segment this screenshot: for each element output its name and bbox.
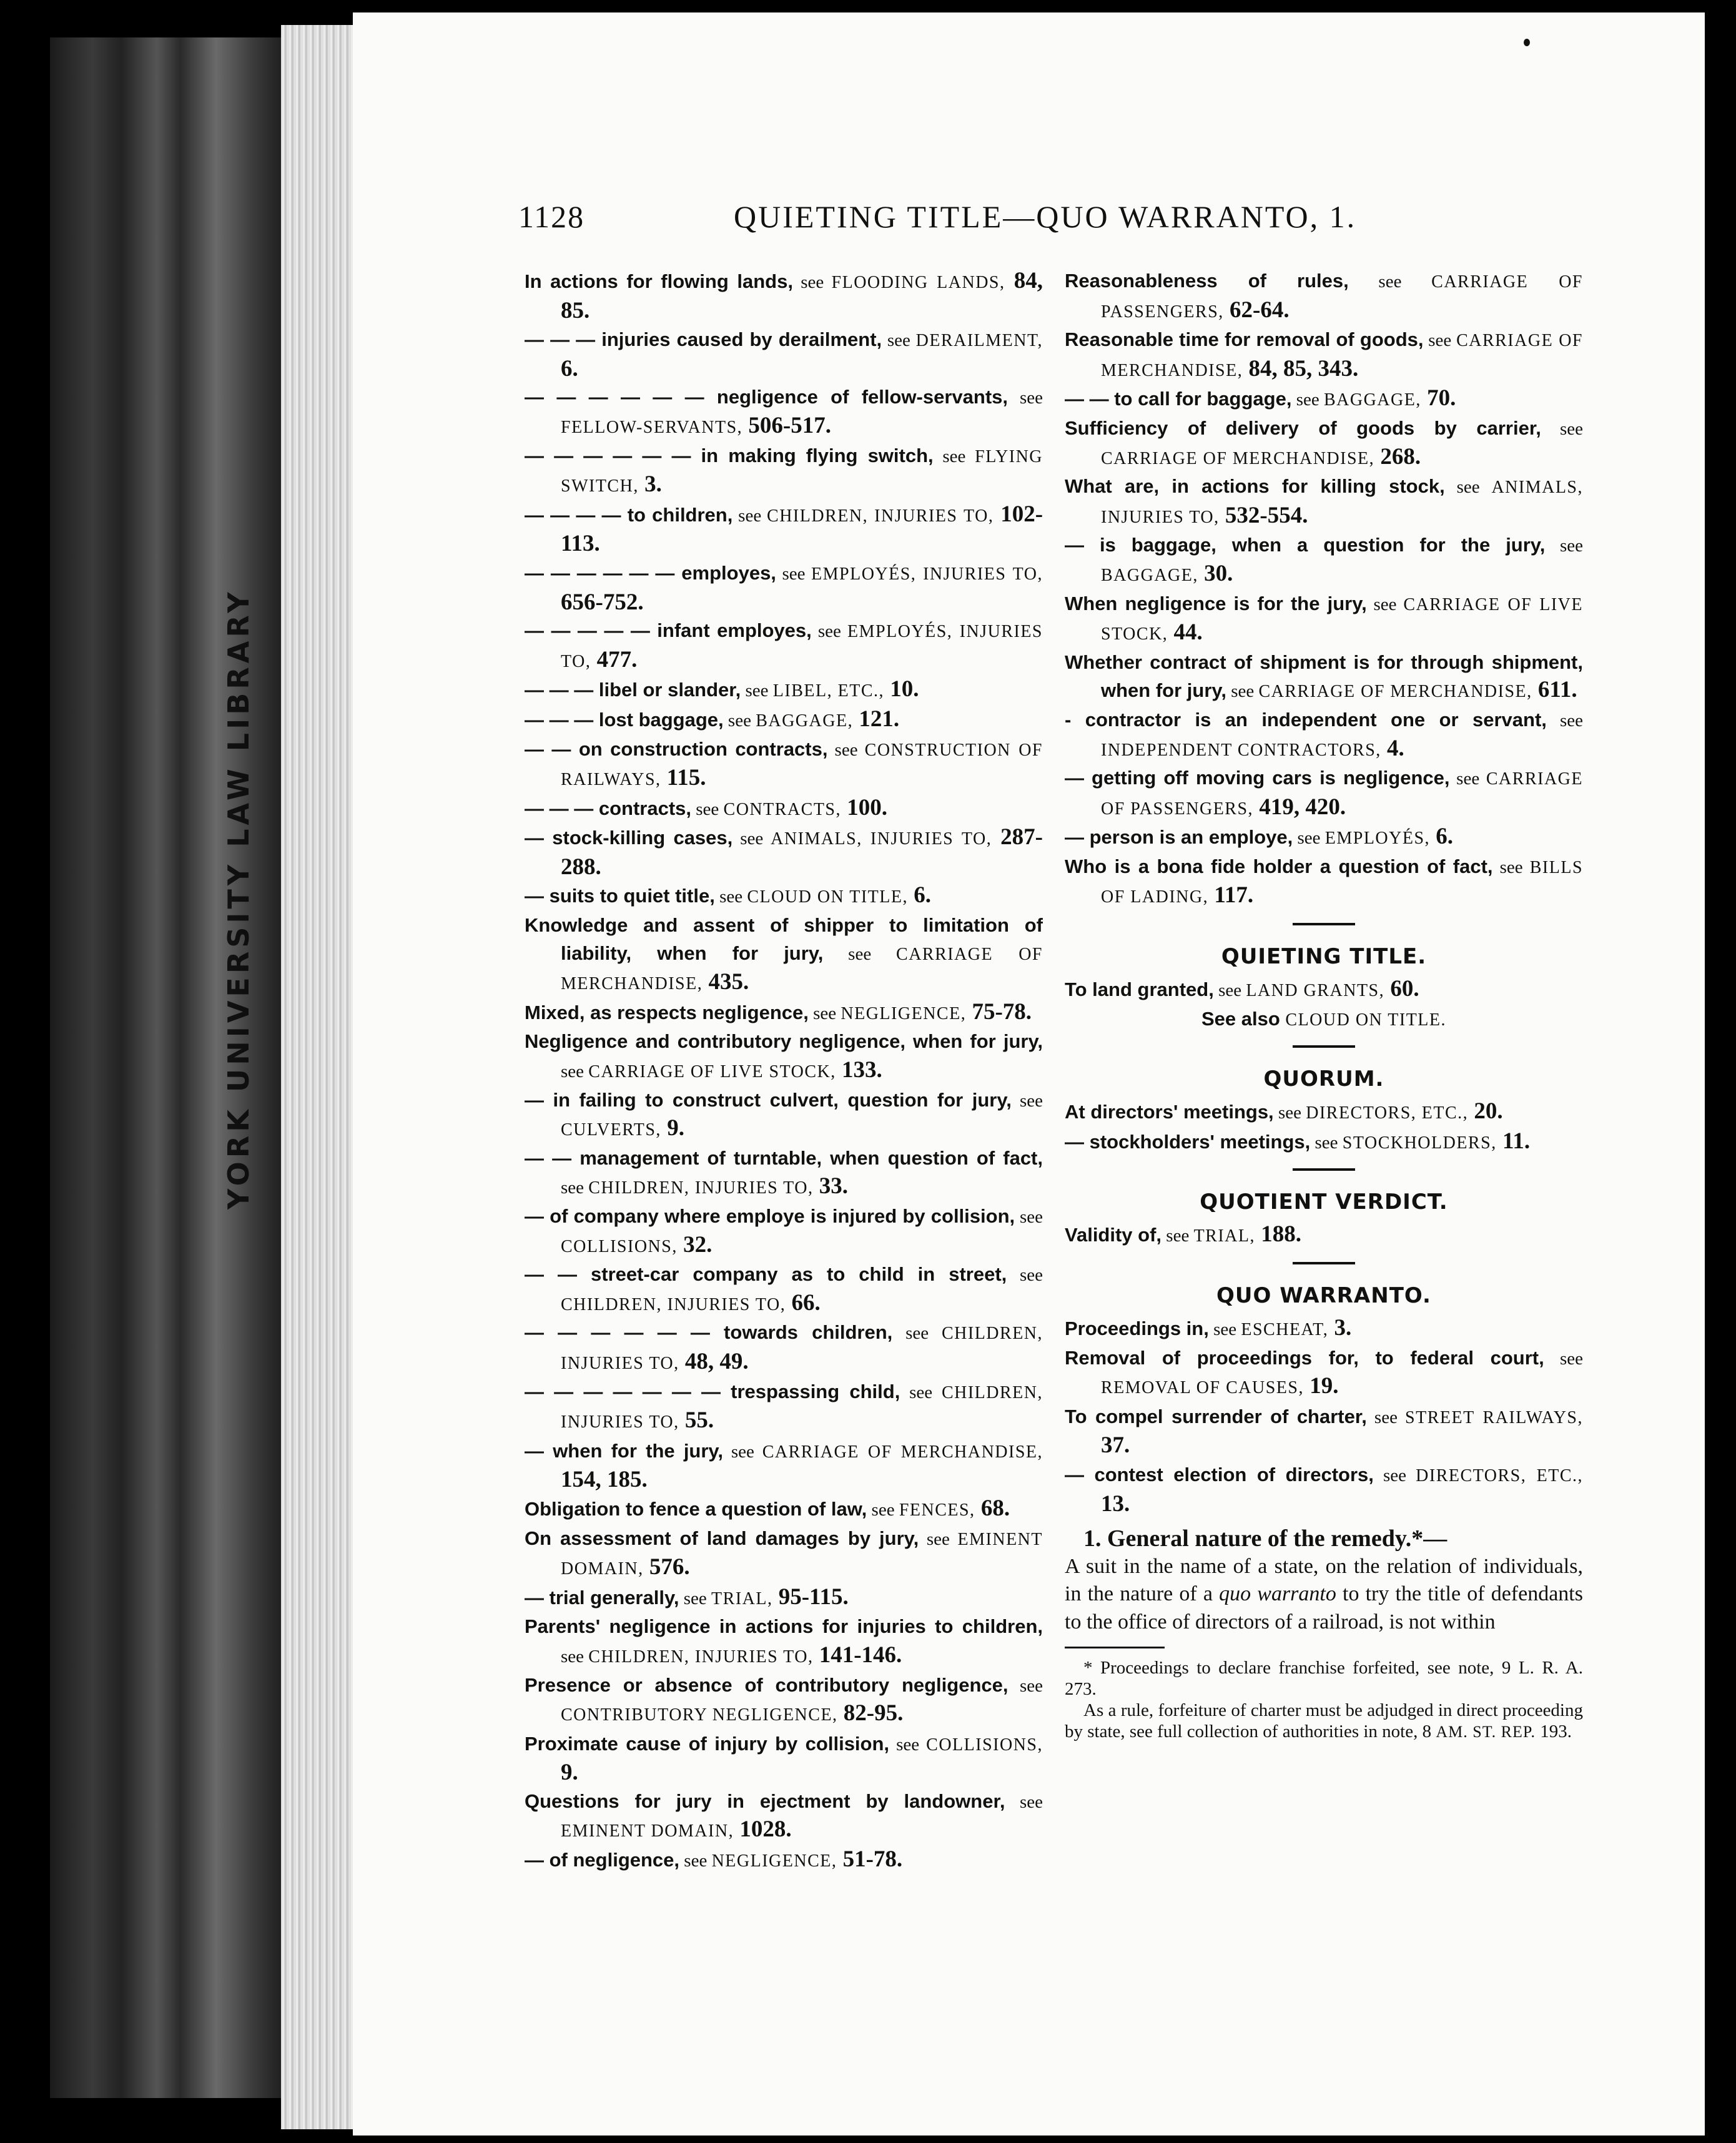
entry-section-number: 268. [1374, 443, 1421, 470]
entry-text: — — — injuries caused by derailment, [525, 328, 882, 351]
index-entry [1065, 415, 1583, 473]
entry-see: see [561, 1062, 589, 1082]
page-number: 1128 [518, 199, 585, 234]
entry-text: — stockholders' meetings, [1065, 1130, 1311, 1153]
right-column [1065, 267, 1583, 1743]
entry-section-number: 84, 85, 343. [1243, 355, 1359, 382]
entry-text: — — — contracts, [525, 797, 691, 819]
entry-reference: CARRIAGE OF MERCHANDISE, [561, 944, 1043, 994]
entry-see: see [723, 710, 756, 731]
entry-reference: CHILDREN, INJURIES TO, [588, 1178, 814, 1198]
entry-text: Mixed, as respects negligence, [525, 1001, 809, 1023]
entry-section-number: 576. [643, 1554, 690, 1580]
index-entry [525, 1145, 1043, 1203]
entry-reference: TRIAL, [711, 1589, 773, 1608]
entry-reference: CARRIAGE OF PASSENGERS, [1101, 769, 1583, 819]
index-entry [525, 1730, 1043, 1788]
running-head [518, 199, 1580, 242]
entry-section-number: 62-64. [1223, 297, 1290, 323]
entry-see: see [1213, 980, 1246, 1001]
entry-see: see [679, 1588, 712, 1608]
entry-section-number: 44. [1168, 619, 1203, 646]
entry-see: see [1545, 536, 1584, 556]
entry-reference: ANIMALS, INJURIES TO, [771, 829, 992, 849]
index-entry [1065, 1402, 1583, 1461]
entry-text: — — — — — — towards children, [525, 1321, 893, 1344]
entry-see: see [889, 1734, 927, 1755]
index-entry [1065, 590, 1583, 649]
index-entry [525, 1788, 1043, 1846]
entry-section-number: 9. [561, 1760, 578, 1786]
quorum-entries [1065, 1098, 1583, 1157]
index-entry [1065, 531, 1583, 589]
entry-section-number: 70. [1421, 385, 1456, 411]
entry-text: Sufficiency of delivery of goods by carrier, [1065, 416, 1541, 439]
entry-section-number: 37. [1101, 1432, 1130, 1459]
entry-text: - contractor is an independent one or servant, [1065, 708, 1547, 731]
entry-section-number: 419, 420. [1253, 794, 1346, 820]
index-entry [1065, 267, 1583, 326]
entry-see: see [919, 1529, 958, 1549]
entry-text: Presence or absence of contributory negligence, [525, 1673, 1009, 1696]
entry-reference: CARRIAGE OF LIVE STOCK, [1101, 594, 1583, 644]
index-entry [525, 617, 1043, 676]
entry-text: — — — — — — in making flying switch, [525, 444, 934, 466]
index-entry [525, 736, 1043, 794]
entry-section-number: 33. [813, 1173, 848, 1200]
index-entry [525, 1672, 1043, 1730]
entry-section-number: 102-113. [561, 501, 1043, 557]
entry-section-number: 10. [884, 676, 919, 702]
entry-text: In actions for flowing lands, [525, 270, 793, 292]
entry-section-number: 435. [703, 969, 749, 995]
entry-text: — — on construction contracts, [525, 737, 828, 760]
entry-text: Proceedings in, [1065, 1318, 1209, 1340]
index-entry [525, 1319, 1043, 1377]
entry-see: see [1226, 681, 1259, 702]
entry-reference: EMPLOYÉS, INJURIES TO, [811, 564, 1043, 584]
see-also-ref: CLOUD ON TITLE. [1285, 1010, 1447, 1030]
footnote-2 [1065, 1700, 1583, 1743]
quotient-verdict-entries [1065, 1221, 1583, 1251]
section-rule [1293, 923, 1355, 925]
index-entry [525, 1261, 1043, 1319]
entry-text: — — street-car company as to child in street, [525, 1263, 1007, 1286]
entry-section-number: 13. [1101, 1490, 1130, 1517]
entry-reference: BAGGAGE, [756, 711, 854, 731]
entry-see: see [1366, 594, 1404, 614]
entry-section-number: 1028. [734, 1816, 792, 1843]
entry-reference: DIRECTORS, ETC., [1306, 1103, 1469, 1123]
entry-section-number: 6. [561, 355, 578, 382]
entry-see: see [1444, 477, 1492, 498]
index-entry [1065, 823, 1583, 853]
entry-see: see [1273, 1103, 1306, 1123]
entry-reference: NEGLIGENCE, [711, 1851, 837, 1871]
entry-reference: CHILDREN, INJURIES TO, [767, 506, 994, 526]
heading-quotient-verdict: QUOTIENT VERDICT. [1200, 1190, 1448, 1215]
entry-text: Reasonableness of rules, [1065, 270, 1349, 292]
entry-section-number: 68. [975, 1495, 1010, 1521]
paragraph-text-b: to try the title of defendants to the office of directors of a railroad, is not within [1065, 1582, 1583, 1633]
entry-text: Obligation to fence a question of law, [525, 1497, 867, 1520]
entry-section-number: 19. [1303, 1373, 1339, 1399]
index-entry [525, 267, 1043, 325]
quieting-title-entries [1065, 975, 1583, 1005]
index-entry [1065, 1098, 1583, 1128]
entry-section-number: 121. [853, 706, 900, 732]
entry-reference: CHILDREN, INJURIES TO, [588, 1647, 814, 1667]
index-entry [525, 1495, 1043, 1525]
entry-section-number: 188. [1255, 1221, 1301, 1248]
entry-reference: CARRIAGE OF PASSENGERS, [1101, 272, 1583, 322]
entry-reference: BAGGAGE, [1323, 390, 1421, 410]
entry-text: — trial generally, [525, 1586, 679, 1608]
entry-section-number: 141-146. [813, 1642, 902, 1668]
entry-see: see [1544, 1348, 1584, 1369]
entry-text: — — — — to children, [525, 503, 733, 526]
index-entry [525, 1846, 1043, 1876]
entry-text: Removal of proceedings for, to federal court, [1065, 1346, 1544, 1369]
index-entry [525, 824, 1043, 882]
index-entry [1065, 385, 1583, 415]
index-entry [525, 1437, 1043, 1495]
entry-reference: CARRIAGE OF MERCHANDISE, [762, 1442, 1043, 1462]
entry-section-number: 6. [908, 882, 931, 909]
footnote-1: * Proceedings to declare franchise forfeited, see note, 9 L. R. A. 273. [1065, 1657, 1583, 1699]
entry-section-number: 287-288. [561, 824, 1043, 880]
footnote-2-citation: AM. ST. REP. [1436, 1722, 1536, 1741]
entry-reference: BILLS OF LADING, [1101, 857, 1584, 907]
footnote-rule [1065, 1647, 1165, 1648]
entry-section-number: 611. [1532, 677, 1577, 703]
entry-text: — — management of turntable, when question of fact, [525, 1146, 1043, 1169]
index-entry [525, 882, 1043, 912]
entry-text: — — — — — — negligence of fellow-servants, [525, 386, 1009, 408]
entry-section-number: 117. [1208, 882, 1254, 909]
entry-see: see [1366, 1407, 1406, 1427]
index-entry [525, 1028, 1043, 1086]
entry-text: Whether contract of shipment is for through shipment, when for jury, [1065, 651, 1583, 702]
entry-see: see [1423, 330, 1457, 351]
entry-reference: COLLISIONS, [561, 1236, 678, 1256]
entry-reference: CARRIAGE OF LIVE STOCK, [588, 1062, 836, 1082]
entry-see: see [1161, 1226, 1194, 1246]
entry-reference: CARRIAGE OF MERCHANDISE, [1101, 331, 1583, 380]
entry-text: — of company where employe is injured by collision, [525, 1205, 1015, 1227]
entry-reference: DERAILMENT, [915, 331, 1043, 351]
heading-quo-warranto: QUO WARRANTO. [1216, 1283, 1431, 1309]
entry-reference: ESCHEAT, [1241, 1320, 1329, 1340]
entry-text: — — — lost baggage, [525, 708, 724, 731]
entry-reference: ANIMALS, INJURIES TO, [1101, 478, 1583, 527]
entry-see: see [823, 943, 897, 964]
entry-section-number: 133. [836, 1057, 882, 1083]
entry-section-number: 51-78. [837, 1846, 903, 1873]
index-entry [1065, 1314, 1583, 1344]
right-entry-list [1065, 267, 1583, 912]
index-entry [525, 501, 1043, 559]
entry-text: — is baggage, when a question for the jury, [1065, 534, 1546, 556]
entry-see: see [892, 1323, 942, 1344]
entry-see: see [811, 621, 848, 642]
index-entry [525, 442, 1043, 501]
index-entry [525, 1203, 1043, 1261]
entry-see: see [776, 563, 812, 584]
see-also-prefix: See also [1201, 1007, 1286, 1030]
entry-text: — — — — — infant employes, [525, 619, 812, 642]
index-entry [1065, 1128, 1583, 1158]
footnote-2-text-b: 193. [1535, 1721, 1572, 1741]
entry-section-number: 115. [661, 765, 706, 791]
scan-border [1705, 0, 1736, 2143]
paragraph-italic: quo warranto [1219, 1582, 1336, 1606]
entry-reference: EMPLOYÉS, [1324, 829, 1431, 849]
entry-reference: EMINENT DOMAIN, [561, 1529, 1043, 1579]
entry-see: see [1005, 1791, 1043, 1812]
entry-text: Reasonable time for removal of goods, [1065, 328, 1424, 351]
section-rule [1293, 1045, 1355, 1048]
entry-see: see [1373, 1466, 1416, 1485]
entry-see: see [741, 681, 773, 701]
entry-text: Knowledge and assent of shipper to limitation of liability, when for jury, [525, 914, 1043, 964]
entry-text: — of negligence, [525, 1849, 680, 1871]
entry-reference: FLYING SWITCH, [561, 446, 1043, 496]
index-entry [525, 1086, 1043, 1145]
section-rule [1293, 1262, 1355, 1264]
entry-text: — — — — — — — trespassing child, [525, 1380, 900, 1402]
entry-see: see [561, 1178, 589, 1198]
entry-text: — — to call for baggage, [1065, 388, 1292, 410]
heading-quorum: QUORUM. [1263, 1067, 1384, 1092]
entry-see: see [900, 1382, 942, 1402]
entry-text: — in failing to construct culvert, question for jury, [525, 1088, 1012, 1111]
entry-see: see [1546, 710, 1584, 731]
entry-see: see [732, 505, 767, 526]
entry-reference: STREET RAILWAYS, [1405, 1407, 1584, 1427]
entry-text: What are, in actions for killing stock, [1065, 475, 1445, 498]
entry-text: — stock-killing cases, [525, 827, 733, 849]
entry-see: see [867, 1499, 899, 1520]
entry-see: see [1449, 769, 1486, 789]
entry-see: see [1492, 857, 1530, 877]
index-entry [525, 383, 1043, 441]
entry-reference: CLOUD ON TITLE, [747, 887, 908, 907]
entry-reference: INDEPENDENT CONTRACTORS, [1101, 740, 1381, 760]
entry-see: see [732, 829, 771, 849]
entry-see: see [1293, 828, 1325, 849]
entry-reference: CHILDREN, INJURIES TO, [561, 1294, 786, 1314]
entry-reference: CARRIAGE OF MERCHANDISE, [1258, 682, 1532, 702]
entry-section-number: 95-115. [772, 1584, 849, 1610]
entry-see: see [1348, 272, 1432, 292]
index-entry [525, 1584, 1043, 1613]
entry-reference: TRIAL, [1193, 1226, 1255, 1246]
index-entry [1065, 1461, 1583, 1519]
entry-see: see [1015, 1207, 1043, 1227]
index-entry [1065, 1344, 1583, 1402]
index-entry [525, 998, 1043, 1028]
entry-text: — getting off moving cars is negligence, [1065, 767, 1450, 789]
entry-section-number: 66. [786, 1289, 821, 1316]
entry-see: see [561, 1646, 589, 1667]
see-also-line [1065, 1005, 1583, 1035]
index-entry [1065, 326, 1583, 385]
entry-text: At directors' meetings, [1065, 1101, 1274, 1123]
entry-section-number: 84, 85. [561, 268, 1043, 323]
index-entry [525, 1613, 1043, 1671]
entry-see: see [1008, 388, 1043, 408]
entry-section-number: 60. [1384, 976, 1419, 1002]
entry-text: — suits to quiet title, [525, 885, 715, 907]
entry-reference: COLLISIONS, [926, 1735, 1043, 1755]
entry-see: see [882, 330, 916, 351]
entry-text: — — — — — — employes, [525, 561, 776, 584]
entry-section-number: 11. [1496, 1128, 1531, 1154]
entry-reference: DIRECTORS, ETC., [1416, 1466, 1583, 1485]
entry-text: Validity of, [1065, 1224, 1162, 1246]
index-entry [525, 1378, 1043, 1437]
entry-see: see [679, 1851, 712, 1871]
entry-reference: LIBEL, ETC., [772, 681, 884, 701]
index-entry [525, 706, 1043, 736]
entry-see: see [1208, 1319, 1241, 1340]
entry-section-number: 532-554. [1219, 502, 1308, 528]
entry-text: When negligence is for the jury, [1065, 592, 1367, 614]
index-entry [525, 1525, 1043, 1584]
paragraph-text-a: A suit in the name of a state, on the relation of individuals, in the nature of a [1065, 1554, 1583, 1606]
index-entry [1065, 706, 1583, 764]
index-entry [525, 912, 1043, 998]
entry-text: To compel surrender of charter, [1065, 1405, 1367, 1427]
entry-see: see [827, 739, 865, 760]
entry-section-number: 30. [1198, 560, 1233, 586]
entry-reference: NEGLIGENCE, [841, 1003, 967, 1023]
entry-text: Questions for jury in ejectment by landowner, [525, 1790, 1005, 1812]
entry-text: To land granted, [1065, 978, 1214, 1001]
heading-quieting-title: QUIETING TITLE. [1221, 944, 1427, 970]
entry-reference: CONSTRUCTION OF RAILWAYS, [561, 740, 1043, 790]
entry-see: see [1310, 1132, 1343, 1153]
entry-text: Who is a bona fide holder a question of fact, [1065, 855, 1493, 877]
entry-see: see [723, 1441, 762, 1462]
entry-see: see [1541, 418, 1583, 439]
entry-section-number: 3. [638, 471, 662, 498]
entry-see: see [714, 887, 747, 907]
entry-see: see [1007, 1265, 1043, 1286]
entry-section-number: 55. [679, 1407, 714, 1434]
entry-section-number: 477. [591, 646, 638, 672]
entry-section-number: 100. [841, 794, 887, 820]
index-entry [1065, 853, 1583, 912]
entry-text: Proximate cause of injury by collision, [525, 1732, 890, 1755]
index-entry [525, 325, 1043, 383]
entry-reference: BAGGAGE, [1101, 565, 1198, 585]
entry-see: see [933, 446, 975, 466]
index-entry [525, 559, 1043, 617]
left-entry-list [525, 267, 1043, 1876]
footnote-2-text-a: As a rule, forfeiture of charter must be adjudged in direct proceeding by state, see full collection of authorities in note, 8 [1065, 1700, 1583, 1741]
paragraph-body [1065, 1553, 1583, 1637]
entry-see: see [808, 1003, 841, 1023]
quo-warranto-entries [1065, 1314, 1583, 1519]
entry-reference: FELLOW-SERVANTS, [561, 417, 743, 437]
entry-text: — person is an employe, [1065, 826, 1293, 849]
entry-text: Parents' negligence in actions for injuries to children, [525, 1615, 1043, 1638]
entry-section-number: 9. [661, 1115, 684, 1141]
entry-reference: EMINENT DOMAIN, [561, 1821, 734, 1841]
entry-section-number: 6. [1430, 824, 1454, 850]
page-title: QUIETING TITLE—QUO WARRANTO, 1. [734, 199, 1357, 234]
entry-section-number: 656-752. [561, 589, 644, 615]
index-entry [1065, 1221, 1583, 1251]
entry-see: see [1008, 1675, 1043, 1696]
index-entry [1065, 764, 1583, 823]
entry-reference: STOCKHOLDERS, [1342, 1133, 1497, 1153]
entry-reference: CHILDREN, INJURIES TO, [561, 1382, 1043, 1432]
entry-text: — contest election of directors, [1065, 1464, 1374, 1485]
entry-reference: CULVERTS, [561, 1120, 661, 1140]
section-rule [1293, 1168, 1355, 1171]
entry-reference: CHILDREN, INJURIES TO, [561, 1324, 1043, 1373]
entry-see: see [1011, 1090, 1043, 1111]
entry-reference: LAND GRANTS, [1246, 981, 1385, 1001]
entry-section-number: 48, 49. [679, 1348, 749, 1374]
entry-section-number: 3. [1328, 1315, 1352, 1341]
entry-section-number: 154, 185. [561, 1467, 648, 1493]
entry-text: — — — libel or slander, [525, 679, 741, 701]
entry-see: see [1291, 390, 1324, 410]
scan-speck [1524, 39, 1530, 46]
entry-see: see [792, 272, 832, 292]
paragraph-heading: 1. General nature of the remedy.*— [1083, 1525, 1447, 1552]
index-entry [525, 794, 1043, 824]
entry-section-number: 32. [677, 1231, 713, 1258]
index-entry [1065, 649, 1583, 706]
entry-section-number: 20. [1468, 1098, 1503, 1125]
entry-reference: FENCES, [899, 1500, 975, 1520]
entry-reference: CONTRACTS, [723, 799, 841, 819]
entry-reference: CARRIAGE OF MERCHANDISE, [1101, 448, 1375, 468]
entry-reference: CONTRIBUTORY NEGLIGENCE, [561, 1705, 838, 1725]
entry-text: On assessment of land damages by jury, [525, 1527, 919, 1549]
page-edges [281, 25, 356, 2129]
index-entry [1065, 473, 1583, 531]
entry-section-number: 75-78. [966, 998, 1032, 1025]
entry-see: see [691, 799, 724, 819]
entry-text: — when for the jury, [525, 1439, 723, 1462]
entry-section-number: 506-517. [742, 412, 831, 438]
entry-reference: FLOODING LANDS, [831, 273, 1005, 292]
entry-section-number: 4. [1381, 735, 1404, 761]
index-entry [1065, 975, 1583, 1005]
entry-reference: EMPLOYÉS, INJURIES TO, [561, 622, 1043, 671]
left-column [525, 267, 1043, 1876]
index-entry [525, 676, 1043, 706]
entry-section-number: 82-95. [837, 1700, 904, 1727]
entry-reference: REMOVAL OF CAUSES, [1101, 1378, 1304, 1398]
entry-text: Negligence and contributory negligence, when for jury, [525, 1030, 1043, 1053]
spine-label: YORK UNIVERSITY LAW LIBRARY [222, 588, 255, 1210]
